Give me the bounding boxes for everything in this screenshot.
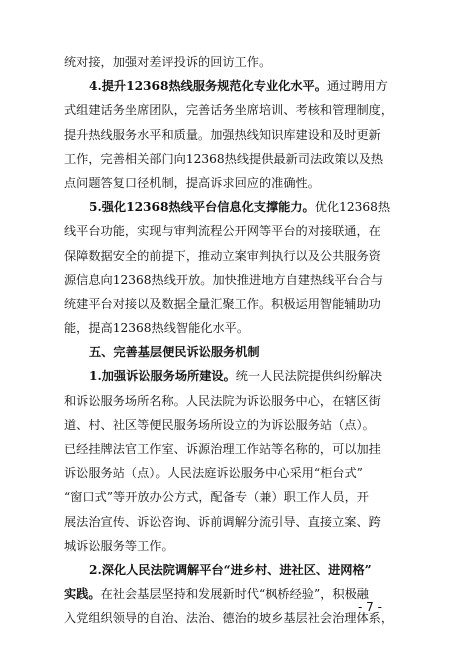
page-body (64, 50, 395, 631)
text-line: 保障数据安全的前提下，推动立案审判执行以及公共服务资 (64, 248, 381, 263)
text-line: “窗口式”等开放办公方式，配备专（兼）职工作人员，开 (64, 490, 369, 505)
page-number: - 7 - (358, 600, 382, 614)
text-line: 道、村、社区等便民服务场所设立的为诉讼服务站（点）。 (64, 417, 375, 432)
text-line: 线平台功能，实现与审判流程公开网等平台的对接联通，在 (64, 224, 381, 239)
text-line: 已经挂牌法官工作室、诉源治理工作站等名称的，可以加挂 (64, 442, 381, 456)
text-line: 式组建话务坐席团队，完善话务坐席培训、考核和管理制度， (64, 103, 394, 118)
text-line: 源信息向12368热线开放。加快推进地方自建热线平台合与 (64, 272, 384, 287)
chapter-heading: 五、完善基层便民诉讼服务机制 (89, 345, 260, 360)
text-line: 工作，完善相关部门向12368热线提供最新司法政策以及热 (64, 151, 384, 166)
text-line: 实践。在社会基层坚持和发展新时代“枫桥经验”，积极融 (64, 587, 369, 602)
subsection-1-title: 1.加强诉讼服务场所建设。统一人民法院提供纠纷解决 (89, 369, 383, 384)
text-line: 统建平台对接以及数据全量汇聚工作。积极运用智能辅助功 (64, 296, 381, 311)
subsection-2-title: 2.深化人民法院调解平台“进乡村、进社区、进网格” (89, 562, 372, 577)
text-line: 提升热线服务水平和质量。加强热线知识库建设和及时更新 (64, 127, 381, 142)
text-line: 能，提高12368热线智能化水平。 (64, 321, 250, 336)
text-line: 入党组织领导的自治、法治、德治的坡乡基层社会治理体系， (64, 611, 394, 626)
text-line: 统对接，加强对差评投诉的回访工作。 (64, 55, 272, 69)
text-line: 诉讼服务站（点）。人民法庭诉讼服务中心采用“柜台式” (64, 466, 363, 481)
text-line: 展法治宣传、诉讼咨询、诉前调解分流引导、直接立案、跨 (64, 514, 381, 529)
section-4-title: 4.提升12368热线服务规范化专业化水平。通过聘用方 (89, 79, 388, 94)
text-line: 城诉讼服务等工作。 (64, 538, 174, 553)
section-5-title: 5.强化12368热线平台信息化支撑能力。优化12368热 (89, 200, 391, 215)
text-line: 点问题答复口径机制，提高诉求回应的准确性。 (64, 175, 320, 190)
text-line: 和诉讼服务场所名称。人民法院为诉讼服务中心，在辖区街 (64, 393, 381, 408)
